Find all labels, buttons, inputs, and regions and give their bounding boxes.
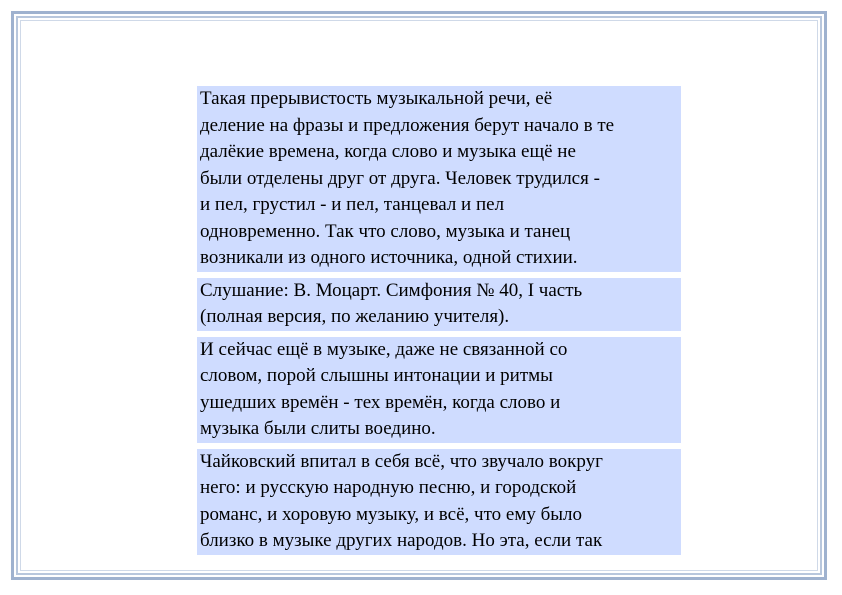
paragraph-4: Чайковский впитал в себя всё, что звучало вокруг него: и русскую народную песню, и городской романс, и хоровую музыку, и всё, что ему было близко в музыке других народов. Но эта, если так [197,449,681,555]
paragraph-1: Такая прерывистость музыкальной речи, её деление на фразы и предложения берут начало в те далёкие времена, когда слово и музыка ещё не были отделены друг от друга. Человек трудился - и пел, грустил - и пел, танцевал и пел одновременно. Так что слово, музыка и танец возникали из одного источника, одной стихии. [197,86,681,272]
paragraph-3: И сейчас ещё в музыке, даже не связанной со словом, порой слышны интонации и ритмы ушедших времён - тех времён, когда слово и музыка были слиты воедино. [197,337,681,443]
paragraph-2: Слушание: В. Моцарт. Симфония № 40, I часть (полная версия, по желанию учителя). [197,278,681,331]
text-block [197,86,681,555]
